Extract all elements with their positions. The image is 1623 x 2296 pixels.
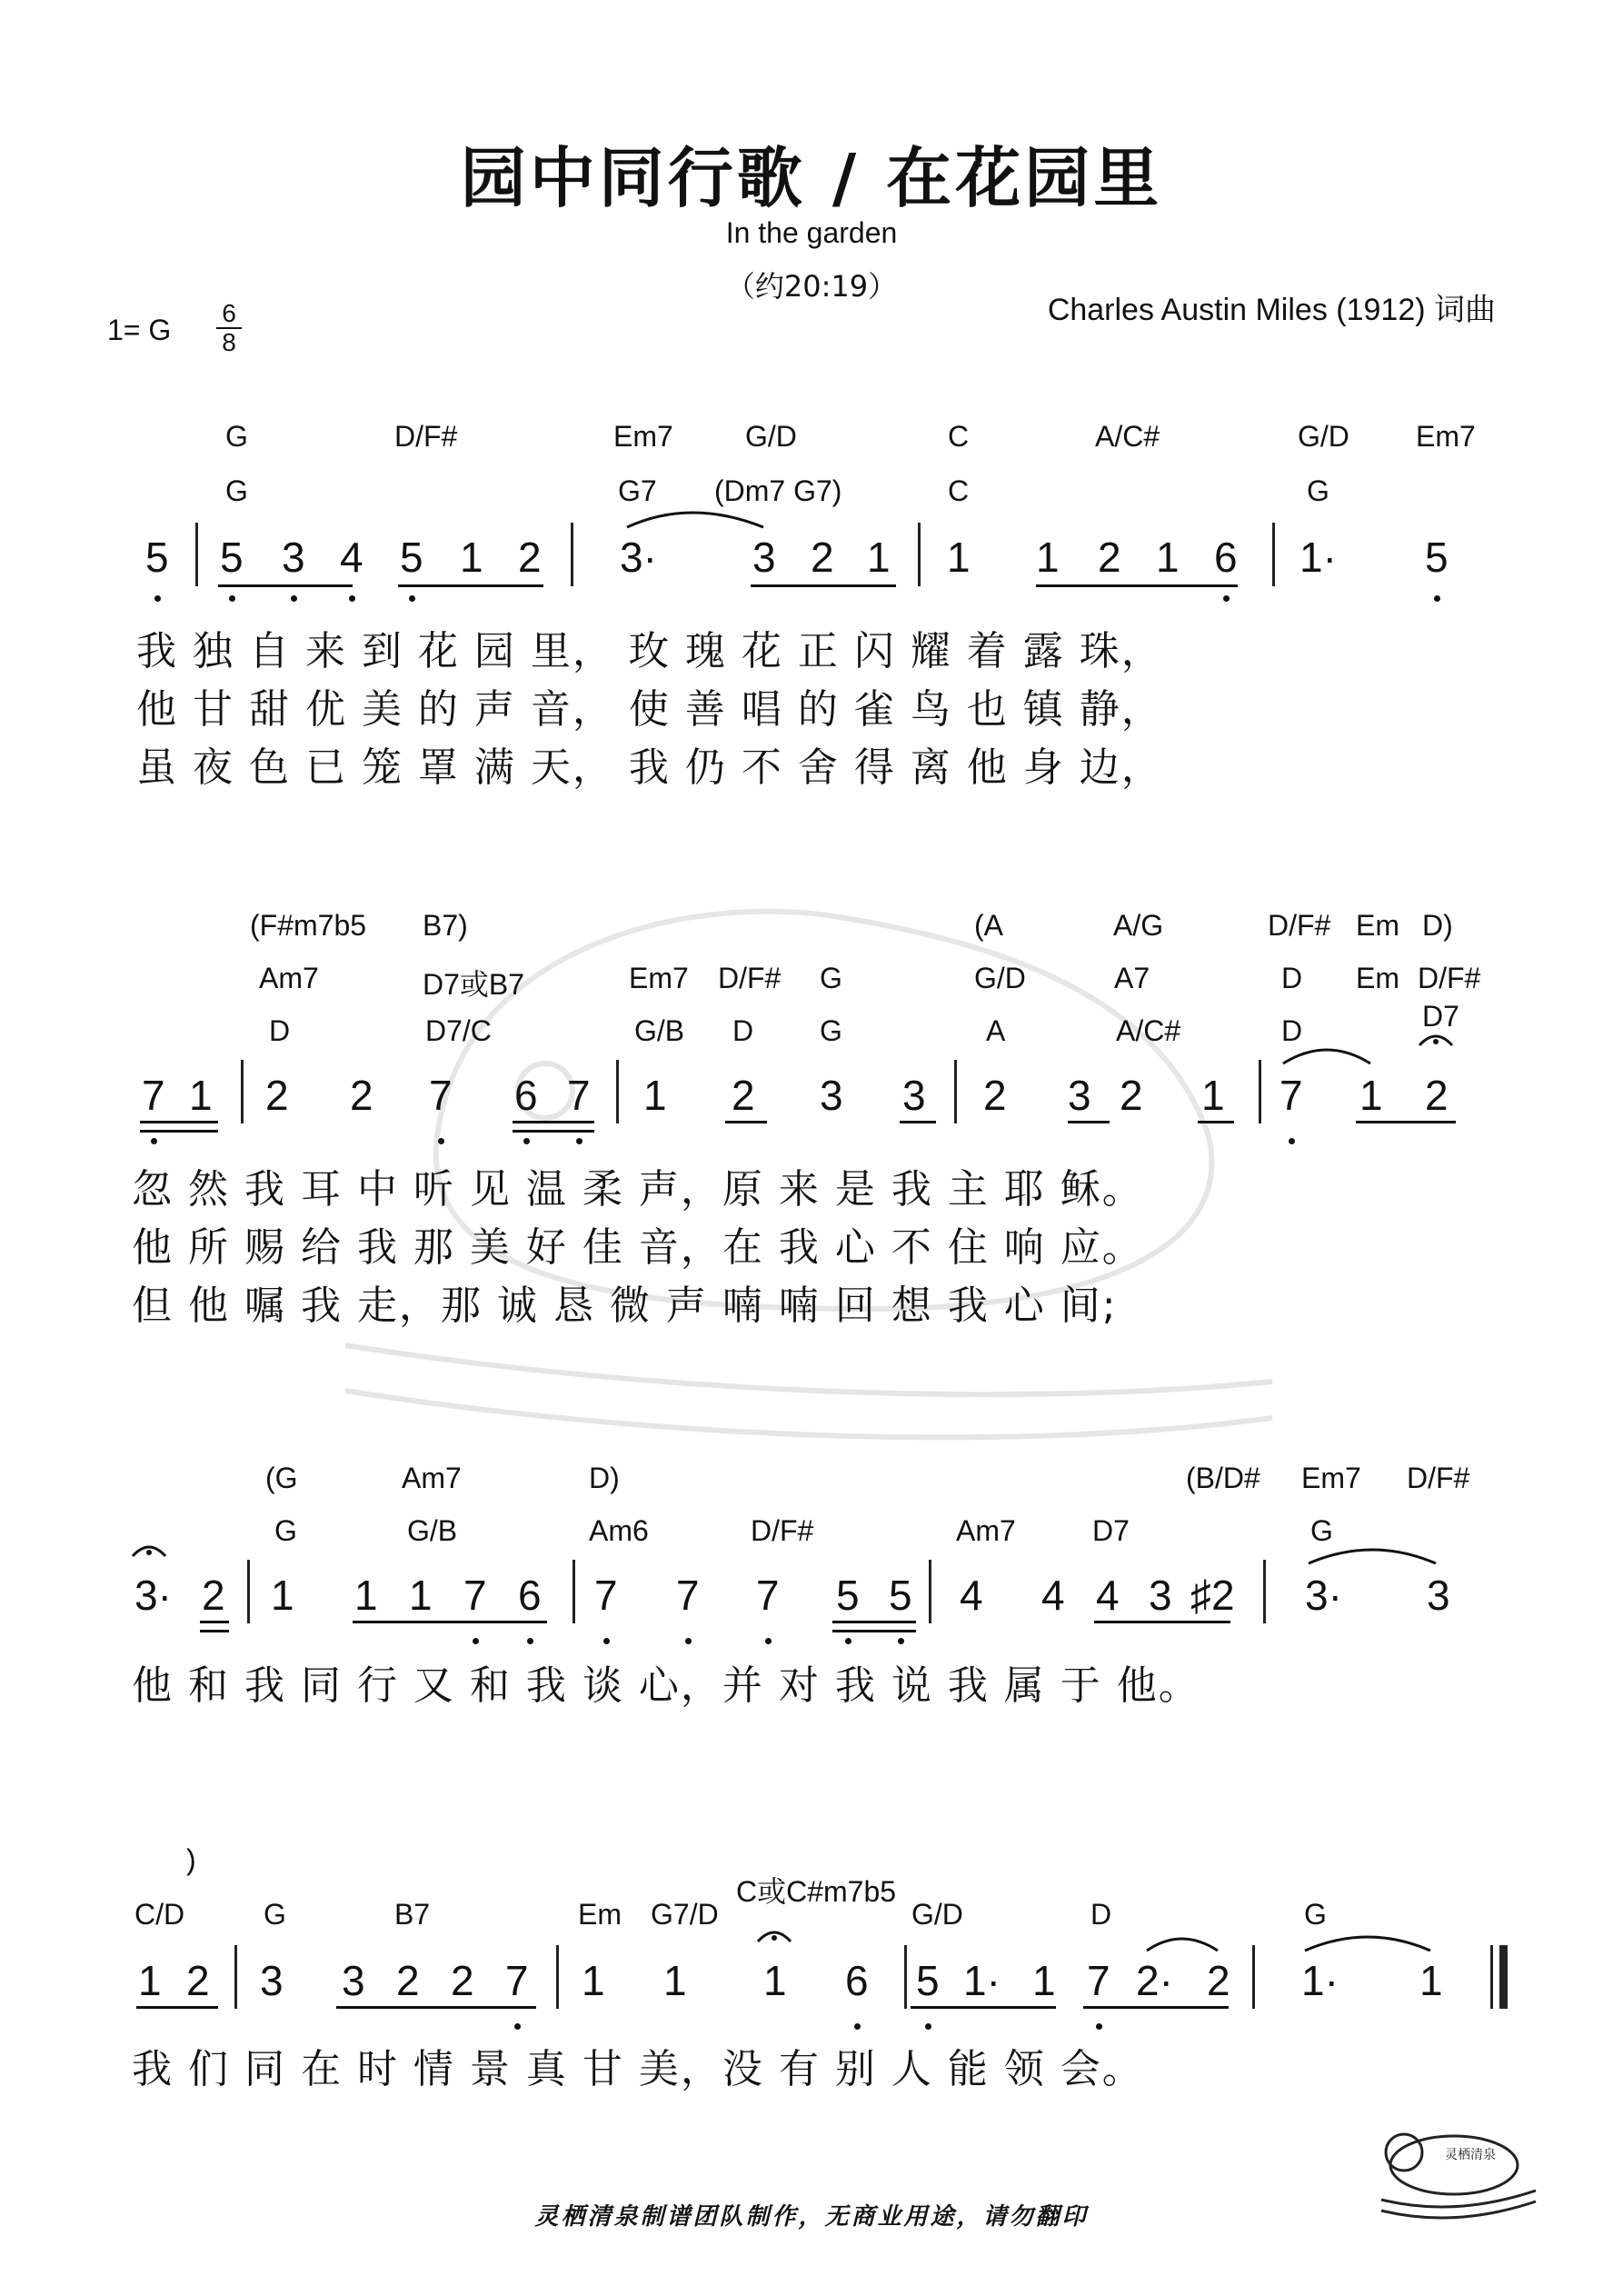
chord: (F#m7b5 (250, 909, 367, 942)
note: 2 (1098, 534, 1121, 581)
note: 7 (463, 1572, 487, 1619)
chord: D (1090, 1898, 1112, 1931)
chord: G (820, 962, 842, 994)
chord: A/C# (1116, 1014, 1181, 1047)
slur (1305, 1937, 1430, 1951)
note: 1 (1156, 534, 1180, 581)
time-denominator: 8 (216, 327, 242, 356)
note: 6 (518, 1572, 542, 1619)
slur (1283, 1050, 1370, 1063)
note: 5 (889, 1572, 912, 1619)
chord: D) (1422, 909, 1453, 942)
chord: G (1310, 1514, 1333, 1547)
note: 2 (811, 534, 834, 581)
chord: C (948, 474, 970, 507)
chord: D7/C (425, 1014, 492, 1047)
chord: Em (1356, 962, 1399, 994)
lyric-line: 忽 然 我 耳 中 听 见 温 柔 声，原 来 是 我 主 耶 稣。 (132, 1166, 1144, 1213)
chord: G (274, 1514, 297, 1547)
chord: D7 (1092, 1514, 1130, 1547)
fermata-dot (772, 1935, 777, 1941)
note: 2 (1425, 1072, 1449, 1119)
chord: Am6 (589, 1514, 649, 1547)
author-credit: Charles Austin Miles (1912) 词曲 (1047, 293, 1496, 327)
chord: G7 (618, 474, 657, 507)
note: 4 (1096, 1572, 1120, 1619)
note: 3 (1149, 1572, 1172, 1619)
note: 1 (1032, 1957, 1056, 2004)
chord: D7或B7 (423, 968, 525, 1001)
note: 7 (429, 1072, 453, 1119)
note: 7 (1279, 1072, 1303, 1119)
note: 1 (867, 534, 891, 581)
chord: (A (974, 909, 1003, 942)
chord: Em7 (629, 962, 689, 994)
note: 1 (271, 1572, 294, 1619)
note: 7 (1087, 1957, 1110, 2004)
chord: G (225, 474, 248, 507)
lyric-line: 他 所 赐 给 我 那 美 好 佳 音，在 我 心 不 住 响 应。 (132, 1224, 1144, 1271)
song-title: 园中同行歌 / 在花园里 (460, 140, 1163, 216)
chord: Am7 (259, 962, 319, 994)
svg-text:灵栖清泉: 灵栖清泉 (1445, 2148, 1496, 2162)
note: 1 (663, 1957, 687, 2004)
chord: D/F# (718, 962, 782, 994)
lyric-line: 但 他 嘱 我 走，那 诚 恳 微 声 喃 喃 回 想 我 心 间; (132, 1283, 1118, 1329)
note: ♯2 (1190, 1572, 1235, 1619)
note: 7 (756, 1572, 780, 1619)
chord: G/B (407, 1514, 458, 1547)
note: 1 (1201, 1072, 1225, 1119)
slur (627, 513, 763, 527)
time-numerator: 6 (222, 299, 236, 327)
chord: B7) (423, 909, 468, 942)
lyric-line: 我 们 同 在 时 情 景 真 甘 美，没 有 别 人 能 领 会。 (132, 2046, 1144, 2092)
note: 2 (1207, 1957, 1230, 2004)
chord: G7/D (651, 1898, 719, 1931)
note: 1 (1036, 534, 1060, 581)
chord: D/F# (1418, 962, 1481, 994)
note: 1 (947, 534, 971, 581)
song-subtitle: In the garden (725, 216, 898, 249)
chord: Em7 (1301, 1462, 1361, 1494)
note: 3 (820, 1072, 843, 1119)
fermata-dot (146, 1550, 152, 1555)
note: 1 (189, 1072, 213, 1119)
note: 2· (1136, 1957, 1173, 2004)
note: 5 (916, 1957, 940, 2004)
chord: Em7 (613, 420, 673, 453)
note: 7 (676, 1572, 700, 1619)
note: 1 (643, 1072, 667, 1119)
footer-credit: 灵栖清泉制谱团队制作，无商业用途，请勿翻印 (534, 2203, 1089, 2231)
note: 3 (342, 1957, 365, 2004)
chord: ) (186, 1843, 196, 1876)
chord: (Dm7 G7) (714, 474, 842, 507)
chord: (G (265, 1462, 298, 1494)
chord: Em (1356, 909, 1399, 942)
scripture-reference: （约20:19） (725, 269, 898, 304)
note: 2 (518, 534, 542, 581)
note: 5 (145, 534, 169, 581)
note: 2 (451, 1957, 474, 2004)
note: 5 (220, 534, 244, 581)
chord: G (1307, 474, 1329, 507)
note: 1· (1301, 1957, 1339, 2004)
note: 3 (282, 534, 305, 581)
fermata-dot (1433, 1039, 1439, 1044)
chord: G/B (634, 1014, 685, 1047)
note: 2 (350, 1072, 373, 1119)
note: 4 (960, 1572, 983, 1619)
chord: C或C#m7b5 (736, 1875, 897, 1908)
chord: G/D (974, 962, 1026, 994)
chord: D (1281, 962, 1303, 994)
note: 7 (567, 1072, 591, 1119)
note: 3· (620, 534, 657, 581)
note: 1 (582, 1957, 605, 2004)
chord: G (1304, 1898, 1327, 1931)
chord: C/D (134, 1898, 185, 1931)
note: 5 (400, 534, 423, 581)
lyric-line: 我 独 自 来 到 花 园 里， 玫 瑰 花 正 闪 耀 着 露 珠， (136, 628, 1163, 674)
note: 3 (1068, 1072, 1091, 1119)
chord: A/C# (1095, 420, 1160, 453)
chord: D7 (1422, 1000, 1459, 1033)
note: 1· (1299, 534, 1337, 581)
note: 7 (505, 1957, 529, 2004)
chord: B7 (394, 1898, 431, 1931)
note: 2 (983, 1072, 1007, 1119)
note: 2 (202, 1572, 225, 1619)
chord: D/F# (751, 1514, 814, 1547)
chord: Am7 (956, 1514, 1016, 1547)
note: 1 (460, 534, 483, 581)
chord: A/G (1113, 909, 1164, 942)
chord: (B/D# (1186, 1462, 1260, 1494)
note: 5 (836, 1572, 860, 1619)
note: 6 (845, 1957, 869, 2004)
note: 1 (409, 1572, 433, 1619)
note: 1 (354, 1572, 378, 1619)
note: 5 (1425, 534, 1449, 581)
chord: G (264, 1898, 286, 1931)
chord: A (986, 1014, 1006, 1047)
note: 2 (1120, 1072, 1143, 1119)
note: 3· (134, 1572, 172, 1619)
note: 7 (594, 1572, 618, 1619)
chord: Em7 (1416, 420, 1476, 453)
chord: A7 (1114, 962, 1150, 994)
note: 3 (1427, 1572, 1450, 1619)
chord: D/F# (394, 420, 458, 453)
chord: D (732, 1014, 754, 1047)
note: 3 (260, 1957, 284, 2004)
chord: D) (589, 1462, 620, 1494)
note: 3 (752, 534, 776, 581)
lyric-line: 他 和 我 同 行 又 和 我 谈 心，并 对 我 说 我 属 于 他。 (132, 1662, 1200, 1709)
slur (1147, 1939, 1218, 1951)
watermark-logo (345, 912, 1272, 1437)
note: 1 (763, 1957, 787, 2004)
note: 2 (265, 1072, 289, 1119)
chord: Am7 (402, 1462, 462, 1494)
chord: Em (578, 1898, 622, 1931)
chord: G/D (1298, 420, 1349, 453)
key-signature: 1= G (107, 314, 172, 346)
note: 1 (1419, 1957, 1443, 2004)
note: 7 (142, 1072, 165, 1119)
chord: G (820, 1014, 842, 1047)
note: 1 (1359, 1072, 1383, 1119)
note: 2 (732, 1072, 755, 1119)
note: 3 (902, 1072, 926, 1119)
lyric-line: 虽 夜 色 已 笼 罩 满 天， 我 仍 不 舍 得 离 他 身 边， (136, 744, 1163, 791)
chord: D (269, 1014, 291, 1047)
note: 6 (1214, 534, 1238, 581)
chord: D (1281, 1014, 1303, 1047)
note: 1 (138, 1957, 162, 2004)
chord: D/F# (1268, 909, 1331, 942)
note: 2 (396, 1957, 420, 2004)
chord: G (225, 420, 248, 453)
chord: G/D (745, 420, 797, 453)
chord: D/F# (1407, 1462, 1470, 1494)
chord: G/D (911, 1898, 963, 1931)
chord: C (948, 420, 970, 453)
note: 6 (514, 1072, 538, 1119)
note: 4 (340, 534, 363, 581)
lyric-line: 他 甘 甜 优 美 的 声 音， 使 善 唱 的 雀 鸟 也 镇 静， (136, 686, 1163, 733)
slur (1309, 1550, 1436, 1563)
note: 3· (1305, 1572, 1342, 1619)
note: 1· (963, 1957, 1001, 2004)
note: 4 (1041, 1572, 1065, 1619)
note: 2 (186, 1957, 210, 2004)
